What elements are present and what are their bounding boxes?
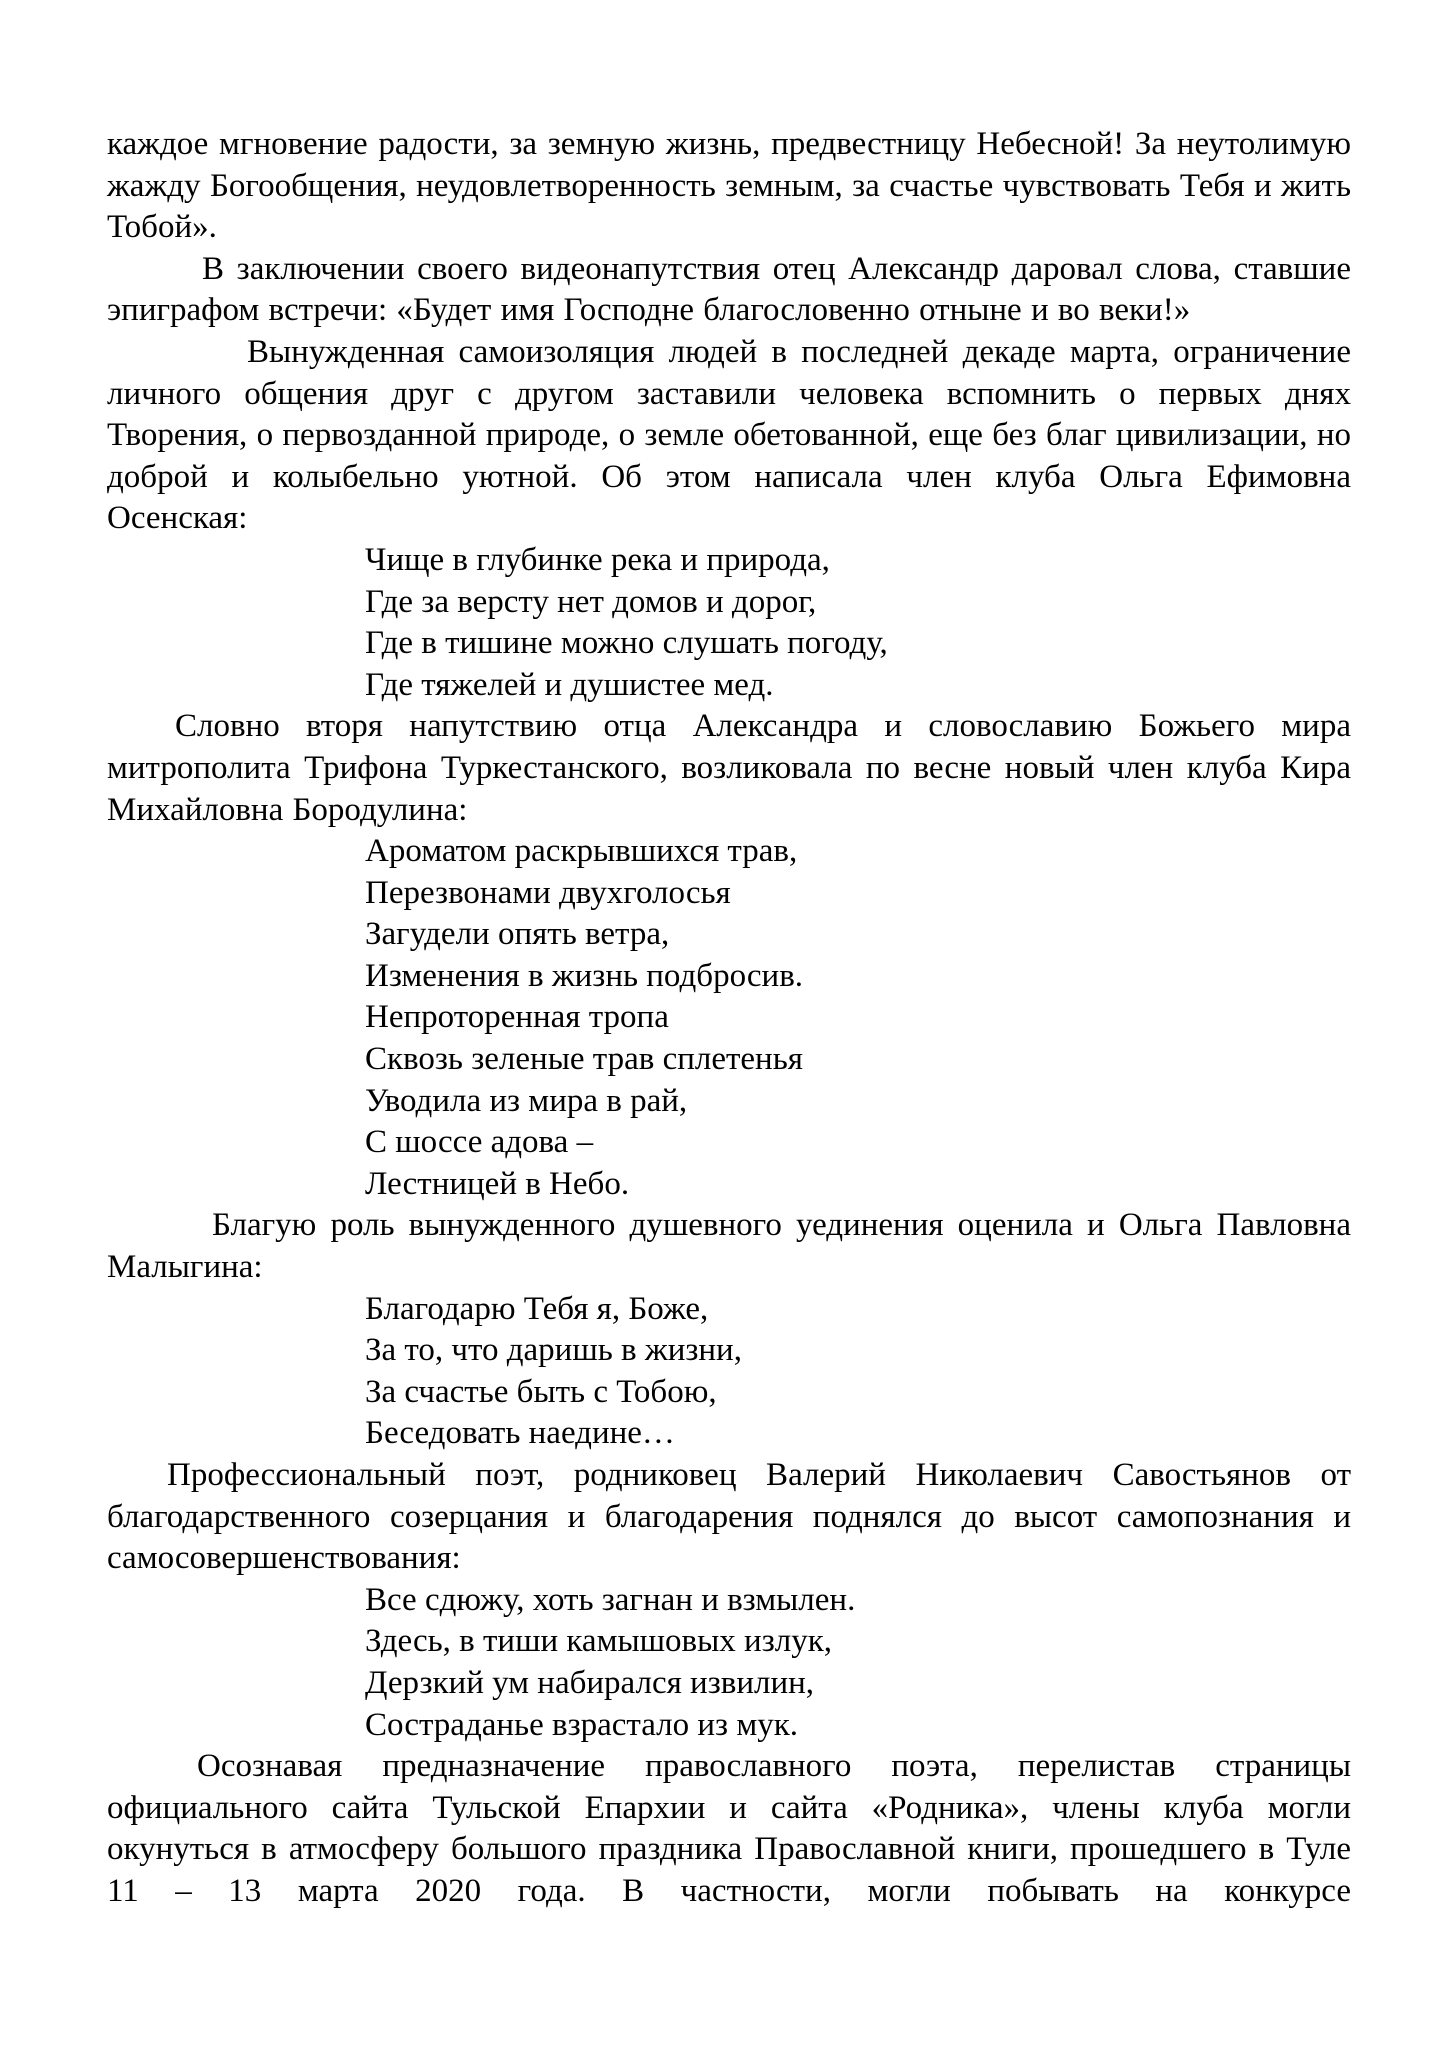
- verse-line: Где тяжелей и душистее мед.: [365, 666, 774, 703]
- verse-line: Дерзкий ум набирался извилин,: [365, 1664, 815, 1701]
- verse-line: Состраданье взрастало из мук.: [365, 1706, 798, 1743]
- paragraph: Благую роль вынужденного душевного уединения оценила и Ольга Павловна Малыгина:: [107, 1207, 1351, 1286]
- verse-line: Лестницей в Небо.: [365, 1165, 630, 1202]
- verse-block: [107, 831, 1351, 1205]
- verse-line: Благодарю Тебя я, Боже,: [365, 1290, 709, 1327]
- verse-line: Где за версту нет домов и дорог,: [365, 583, 817, 620]
- verse-block: [107, 1580, 1351, 1746]
- verse-line: Уводила из мира в рай,: [365, 1082, 688, 1119]
- verse-line: За то, что даришь в жизни,: [365, 1332, 742, 1369]
- paragraph: Осознавая предназначение православного поэта, перелистав страницы официального сайта Тульской Епархии и сайта «Родника», члены клуба могли окунуться в атмосферу большого праздника Православной книги, прошедшего в Туле 11 – 13 марта 2020 года. В частности, могли побывать на конкурсе: [107, 1748, 1351, 1909]
- verse-line: Беседовать наедине…: [365, 1415, 675, 1452]
- verse-line: Загудели опять ветра,: [365, 916, 670, 953]
- paragraph: Вынужденная самоизоляция людей в последней декаде марта, ограничение личного общения друг с другом заставили человека вспомнить о первых днях Творения, о первозданной природе, о земле обетованной, еще без благ цивилизации, но доброй и колыбельно уютной. Об этом написала член клуба Ольга Ефимовна Осенская:: [107, 333, 1351, 537]
- verse-line: Здесь, в тиши камышовых излук,: [365, 1623, 832, 1660]
- paragraph: В заключении своего видеонапутствия отец Александр даровал слова, ставшие эпиграфом встречи: «Будет имя Господне благословенно отныне и во веки!»: [107, 250, 1351, 329]
- verse-line: Непроторенная тропа: [365, 999, 669, 1036]
- verse-line: За счастье быть с Тобою,: [365, 1373, 717, 1410]
- verse-line: Чище в глубинке река и природа,: [365, 541, 830, 578]
- verse-line: Где в тишине можно слушать погоду,: [365, 625, 888, 662]
- verse-line: Перезвонами двухголосья: [365, 874, 731, 911]
- verse-block: [107, 540, 1351, 706]
- verse-line: Изменения в жизнь подбросив.: [365, 957, 804, 994]
- verse-line: С шоссе адова –: [365, 1124, 594, 1161]
- verse-block: [107, 1289, 1351, 1455]
- verse-line: Ароматом раскрывшихся трав,: [365, 833, 798, 870]
- paragraph: Профессиональный поэт, родниковец Валерий Николаевич Савостьянов от благодарственного созерцания и благодарения поднялся до высот самопознания и самосовершенствования:: [107, 1457, 1351, 1577]
- verse-line: Все сдюжу, хоть загнан и взмылен.: [365, 1581, 856, 1618]
- verse-line: Сквозь зеленые трав сплетенья: [365, 1041, 803, 1078]
- paragraph: каждое мгновение радости, за земную жизнь, предвестницу Небесной! За неутолимую жажду Богообщения, неудовлетворенность земным, за счастье чувствовать Тебя и жить Тобой».: [107, 126, 1351, 246]
- paragraph: Словно вторя напутствию отца Александра и словославию Божьего мира митрополита Трифона Туркестанского, возликовала по весне новый член клуба Кира Михайловна Бородулина:: [107, 708, 1351, 828]
